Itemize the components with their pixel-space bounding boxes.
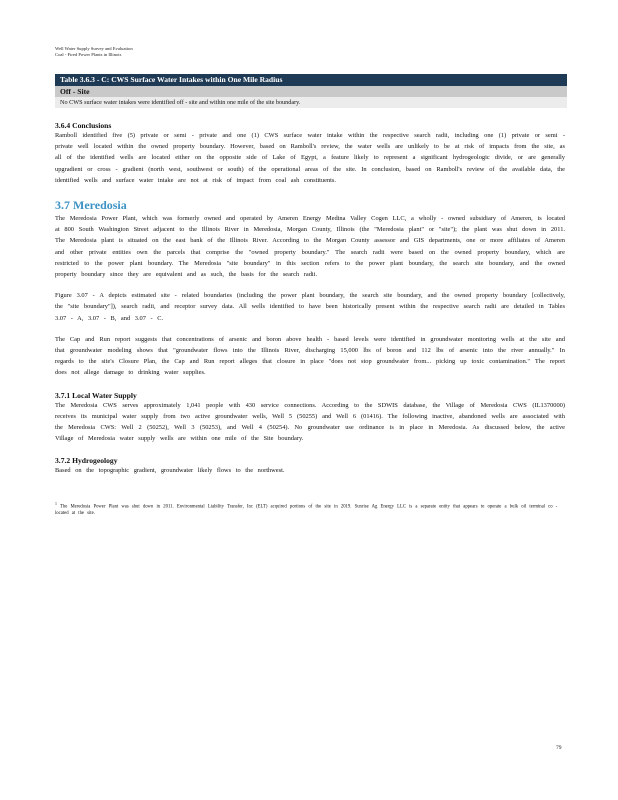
meredosia-section: [55, 198, 565, 379]
footnote-block: [55, 501, 565, 518]
local-water-heading: 3.7.1 Local Water Supply: [55, 390, 137, 400]
local-water-text: The Meredosia CWS serves approximately 1,041 people with 430 service connections. According to the SDWIS database, the Village of Meredosia CWS (IL1370000) receives its municipal water supply from two active groundwater wells, Well 5 (50255) and Well 6 (01416). The following inactive, abandoned wells are associated with the Meredosia CWS: Well 2 (50252), Well 3 (50253), and Well 4 (50254). No groundwater use ordinance is in place in Meredosia. As discussed below, the active Village of Meredosia water supply wells are within one mile of the Site boundary.: [55, 401, 565, 443]
meredosia-heading: 3.7 Meredosia: [55, 198, 127, 213]
conclusions-section: [55, 121, 565, 186]
table-title: Table 3.6.3 - C: CWS Surface Water Intakes within One Mile Radius: [55, 74, 567, 86]
cws-intakes-table: [55, 74, 567, 108]
page-number: 79: [556, 745, 562, 751]
table-subheader: Off - Site: [55, 86, 567, 97]
meredosia-paragraph-1: The Meredosia Power Plant, which was formerly owned and operated by Ameren Energy Medina Valley Cogen LLC, a wholly - owned subsidiary of Ameren, is located at 800 South Washington Street adjacent to the Illinois River in Meredosia, Morgan County, Illinois (the "Meredosia plant" or "site"); the plant was shut down in 2011. The Meredosia plant is situated on the east bank of the Illinois River. According to the Morgan County assessor and GIS departments, one or more affiliates of Ameren and other private entities own the parcels that comprise the "owned property boundary." The search radii were based on the owned property boundary, which are restricted to the power plant boundary. The Meredosia "site boundary" in this section refers to the power plant boundary, the search site boundary, and the owned property boundary since they are equivalent and as such, the basis for the search radii.: [55, 215, 565, 279]
table-row: No CWS surface water intakes were identified off - site and within one mile of the site boundary.: [55, 97, 567, 108]
conclusions-text: Ramboll identified five (5) private or semi - private and one (1) CWS surface water intake within the respective search radii, including one (1) private or semi - private well located within the owned property boundary. However, based on Ramboll's review, the water wells are unlikely to be at risk of impacts from the site, as all of the identified wells are located either on the opposite side of Lake of Egypt, a feature likely to represent a significant hydrogeologic divide, or are generally upgradient or cross - gradient (north west, southwest or south) of the operational areas of the site. In conclusion, based on Ramboll's review of the available data, the identified wells and surface water intake are not at risk of impact from coal ash constituents.: [55, 132, 565, 184]
footnote-marker: 1: [55, 501, 57, 506]
conclusions-heading: 3.6.4 Conclusions: [55, 121, 112, 130]
hydrogeology-heading: 3.7.2 Hydrogeology: [55, 456, 118, 466]
meredosia-paragraph-3: The Cap and Run report suggests that concentrations of arsenic and boron above health - based levels were identified in groundwater monitoring wells at the site and that groundwater modeling shows that "groundwater flows into the Illinois River, discharging 15,000 lbs of boron and 112 lbs of arsenic into the river annually." In regards to the site's Closure Plan, the Cap and Run report alleges that closure in place "does not stop groundwater from... picking up toxic contamination." The report does not allege damage to drinking water supplies.: [55, 335, 565, 377]
local-water-supply-section: [55, 391, 565, 445]
document-page: [55, 46, 565, 517]
header-line-2: Coal - Fired Power Plants in Illinois: [55, 52, 122, 57]
footnote-text: The Meredosia Power Plant was shut down in 2011. Environmental Liability Transfer, Inc (ELT) acquired portions of the site in 2019. Sunrise Ag Energy LLC is a separate entity that appears to operate a bulk oil terminal co - located at the site.: [55, 504, 558, 517]
header-line-1: Well Water Supply Survey and Evaluation: [55, 46, 133, 51]
hydrogeology-text: Based on the topographic gradient, groundwater likely flows to the northwest.: [55, 467, 285, 475]
footnote: [55, 501, 565, 518]
hydrogeology-section: [55, 456, 565, 476]
running-header: [55, 46, 565, 58]
meredosia-paragraph-2: Figure 3.07 - A depicts estimated site - related boundaries (including the power plant boundary, the search site boundary, and the owned property boundary [collectively, the "site boundary"]), search radii, and receptor survey data. All wells identified to have been historically present within the respective search radii are detailed in Tables 3.07 - A, 3.07 - B, and 3.07 - C.: [55, 292, 565, 322]
